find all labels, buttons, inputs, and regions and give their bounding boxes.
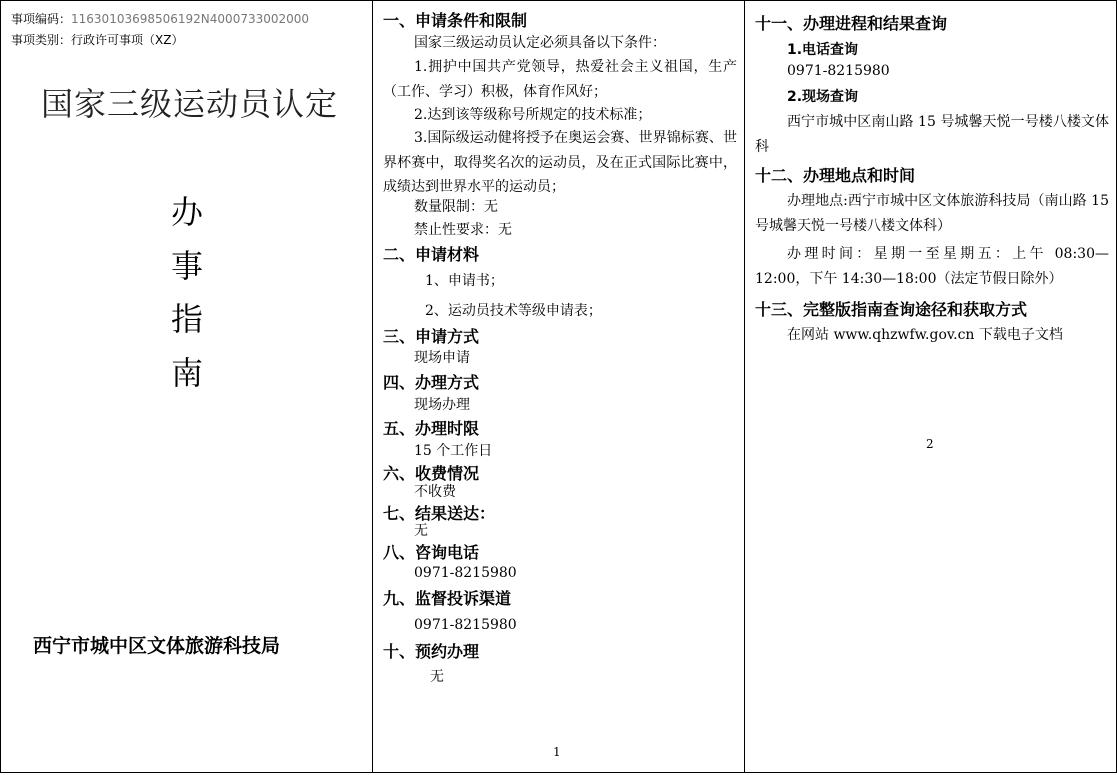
section-4-body: 现场办理 [414, 397, 470, 413]
section-9-title: 九、监督投诉渠道 [383, 589, 512, 608]
section-6-body: 不收费 [414, 484, 456, 500]
page-number-2: 2 [926, 437, 934, 451]
material-1: 1、申请书； [425, 273, 504, 289]
section-8-body: 0971-8215980 [414, 565, 517, 581]
section-5-body: 15 个工作日 [414, 443, 493, 459]
download-info: 在网站 www.qhzwfw.gov.cn 下载电子文档 [787, 327, 1063, 343]
page-number-1: 1 [553, 745, 561, 759]
item-code-value: 11630103698506192N4000733002000 [71, 12, 310, 26]
section-12-title: 十二、办理地点和时间 [755, 166, 916, 185]
section-1-title: 一、申请条件和限制 [383, 11, 528, 30]
query-address: 西宁市城中区南山路 15 号城馨天悦一号楼八楼文体科 [755, 114, 1109, 155]
section-1-item-2: 2.达到该等级称号所规定的技术标准； [414, 107, 652, 123]
item-category: 事项类别：行政许可事项（XZ） [11, 33, 184, 47]
section-2-title: 二、申请材料 [383, 245, 480, 264]
guide-char-1: 办 [171, 193, 204, 231]
section-1-item-1: 1.拥护中国共产党领导，热爱社会主义祖国，生产（工作、学习）积极，体育作风好； [383, 59, 737, 100]
office-location: 办理地点:西宁市城中区文体旅游科技局（南山路 15 号城馨天悦一号楼八楼文体科） [755, 193, 1109, 234]
section-7-title: 七、结果送达： [383, 504, 496, 523]
prohibition: 禁止性要求：无 [414, 222, 512, 238]
section-7-body: 无 [414, 523, 428, 539]
section-5-title: 五、办理时限 [383, 419, 480, 438]
guide-page-1 [372, 0, 745, 773]
cover-panel [0, 0, 373, 773]
section-11-title: 十一、办理进程和结果查询 [755, 14, 948, 33]
section-4-title: 四、办理方式 [383, 373, 480, 392]
guide-page-2 [744, 0, 1117, 773]
cover-title: 国家三级运动员认定 [41, 85, 339, 123]
query-phone: 0971-8215980 [787, 63, 890, 79]
guide-char-3: 指 [171, 300, 204, 338]
section-9-body: 0971-8215980 [414, 617, 517, 633]
quantity-limit: 数量限制：无 [414, 199, 498, 215]
section-3-body: 现场申请 [414, 350, 470, 366]
section-3-title: 三、申请方式 [383, 327, 480, 346]
section-6-title: 六、收费情况 [383, 464, 480, 483]
phone-query-label: 1.电话查询 [787, 42, 859, 58]
section-1-intro: 国家三级运动员认定必须具备以下条件： [414, 35, 666, 51]
item-code-label: 事项编码： [11, 12, 72, 26]
section-10-title: 十、预约办理 [383, 642, 480, 661]
guide-char-4: 南 [171, 354, 204, 392]
office-hours: 办理时间：星期一至星期五：上午 08:30—12:00，下午 14:30—18:00（法定节假日除外） [755, 246, 1109, 287]
section-8-title: 八、咨询电话 [383, 543, 480, 562]
section-13-title: 十三、完整版指南查询途径和获取方式 [755, 300, 1028, 319]
section-10-body: 无 [430, 669, 444, 685]
section-1-item-3: 3.国际级运动健将授予在奥运会赛、世界锦标赛、世界杯赛中，取得奖名次的运动员，及在正式国际比赛中，成绩达到世界水平的运动员； [383, 130, 737, 195]
onsite-query-label: 2.现场查询 [787, 89, 859, 105]
material-2: 2、运动员技术等级申请表； [425, 303, 602, 319]
item-code [11, 10, 309, 27]
department-name: 西宁市城中区文体旅游科技局 [33, 635, 281, 657]
guide-char-2: 事 [171, 247, 204, 285]
